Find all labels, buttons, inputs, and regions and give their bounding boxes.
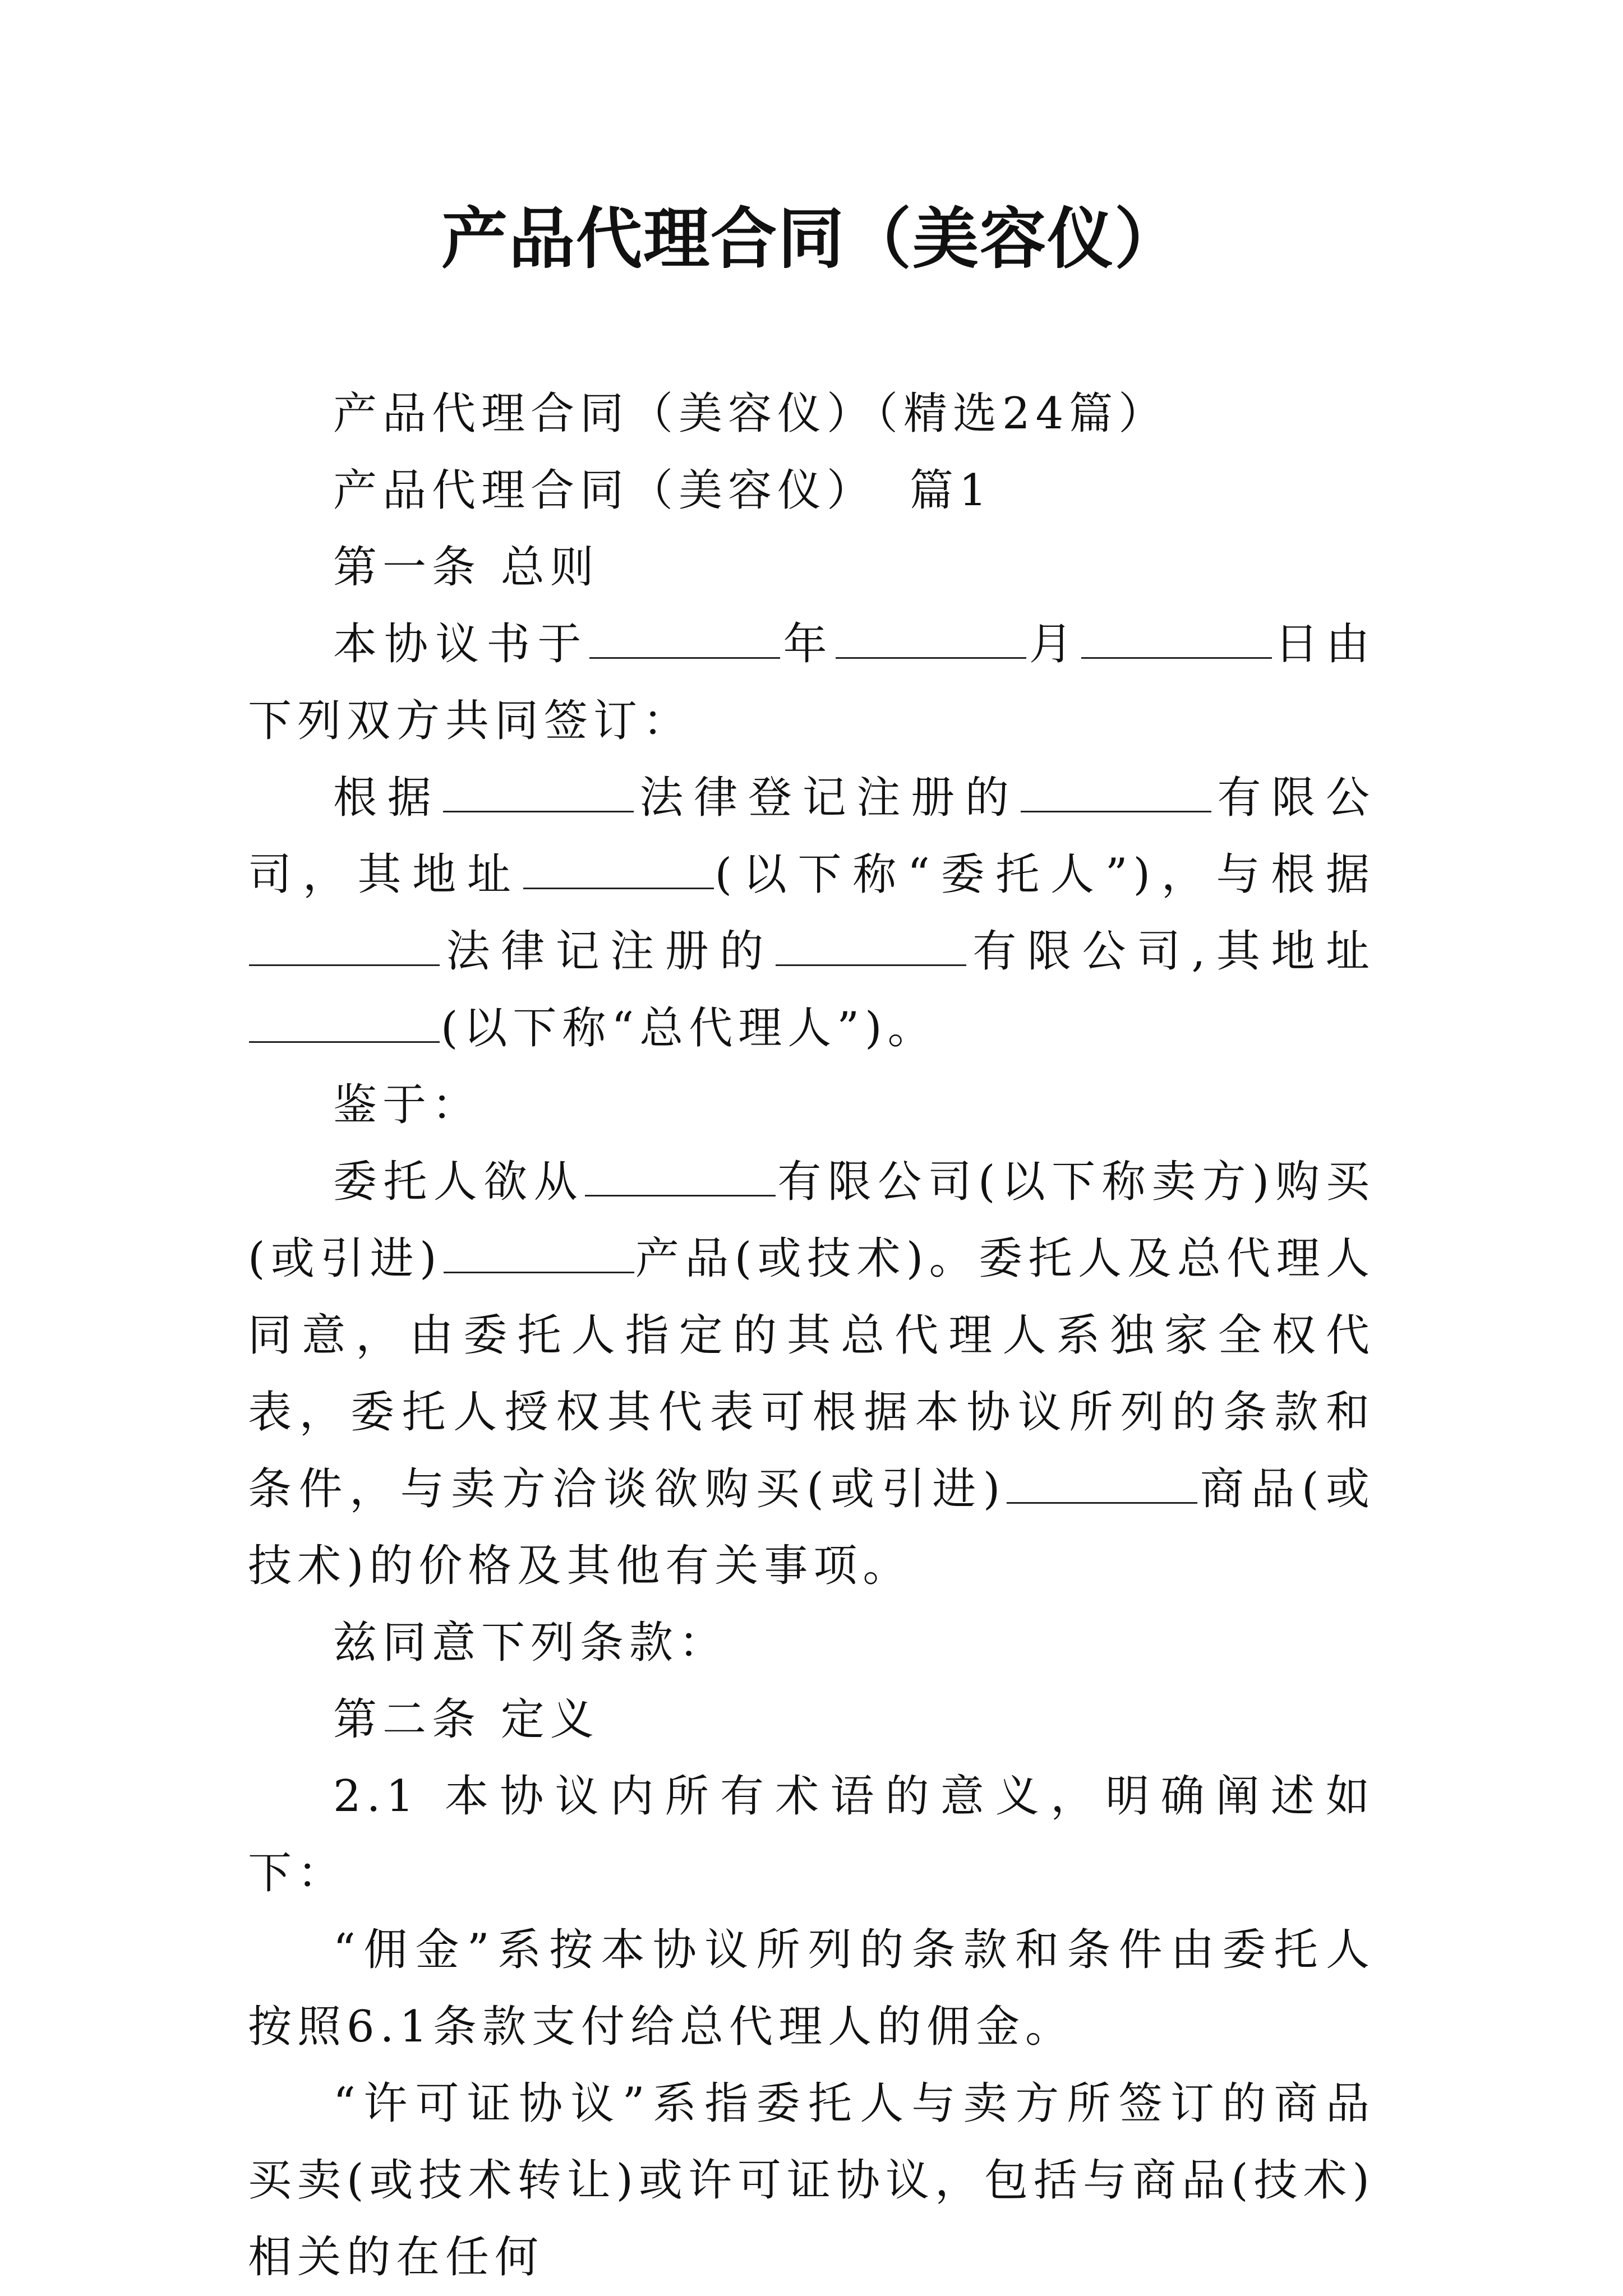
section-heading-title: 产品代理合同（美容仪）	[333, 465, 877, 516]
blank-product-name	[444, 1237, 634, 1273]
section-heading	[248, 452, 1375, 529]
blank-agent-company	[776, 930, 966, 966]
subtitle-line: 产品代理合同（美容仪）（精选24篇）	[333, 389, 1168, 439]
paragraph-parties	[248, 760, 1375, 1067]
paragraph-principal	[248, 1144, 1375, 1605]
parties-text-6: 有限公司,其地址	[967, 926, 1375, 977]
section-heading-number: 篇1	[910, 465, 993, 516]
document-body	[248, 376, 1375, 2296]
principal-text-4: 商品(或技术)的价格及其他有关事项。	[248, 1464, 1375, 1591]
paragraph-signing-date	[248, 606, 1375, 760]
paragraph-whereas: 鉴于：	[333, 1080, 482, 1130]
blank-principal-address	[523, 853, 714, 889]
signing-text-3: 月	[1027, 619, 1080, 669]
principal-text-2: 有限公司(以下称卖方)购买(或引进)	[248, 1157, 1375, 1284]
principal-text-3: 产品(或技术)。委托人及总代理人同意，由委托人指定的其总代理人系独家全权代表，委托人授权其代表可根据本协议所列的条款和条件，与卖方洽谈欲购买(或引进)	[248, 1234, 1375, 1514]
signing-text-2: 年	[781, 619, 834, 669]
document-title: 产品代理合同（美容仪）	[441, 200, 1182, 278]
paragraph-license: “许可证协议”系指委托人与卖方所签订的商品买卖(或技术转让)或许可证协议，包括与商品(技术)相关的在任何	[248, 2078, 1375, 2283]
paragraph-2-1: 2.1 本协议内所有术语的意义，明确阐述如下：	[248, 1771, 1375, 1898]
blank-day-field	[1081, 622, 1272, 659]
parties-text-3: 有限公司，其地址	[248, 773, 1375, 900]
blank-year-field	[589, 622, 780, 659]
article2-heading: 第二条 定义	[333, 1694, 600, 1745]
principal-text-1: 委托人欲从	[333, 1157, 584, 1207]
blank-principal-jurisdiction	[443, 776, 634, 812]
signing-text-1: 本协议书于	[333, 619, 589, 669]
blank-agent-jurisdiction	[249, 930, 440, 966]
parties-text-4: (以下称“委托人”)，与根据	[714, 849, 1375, 900]
paragraph-commission: “佣金”系按本协议所列的条款和条件由委托人按照6.1条款支付给总代理人的佣金。	[248, 1925, 1375, 2052]
blank-principal-company	[1021, 776, 1211, 812]
blank-month-field	[836, 622, 1026, 659]
paragraph-agree: 兹同意下列条款：	[333, 1618, 728, 1668]
signing-text-4: 日由下列双方共同签订：	[248, 619, 1375, 746]
blank-agent-address	[249, 1006, 440, 1043]
article1-heading: 第一条 总则	[333, 542, 600, 593]
blank-goods-name	[1007, 1467, 1197, 1504]
parties-text-7: (以下称“总代理人”)。	[441, 1003, 937, 1054]
blank-seller-company	[585, 1160, 776, 1196]
parties-text-2: 法律登记注册的	[634, 773, 1020, 823]
parties-text-1: 根据	[333, 773, 442, 823]
parties-text-5: 法律记注册的	[441, 926, 774, 977]
